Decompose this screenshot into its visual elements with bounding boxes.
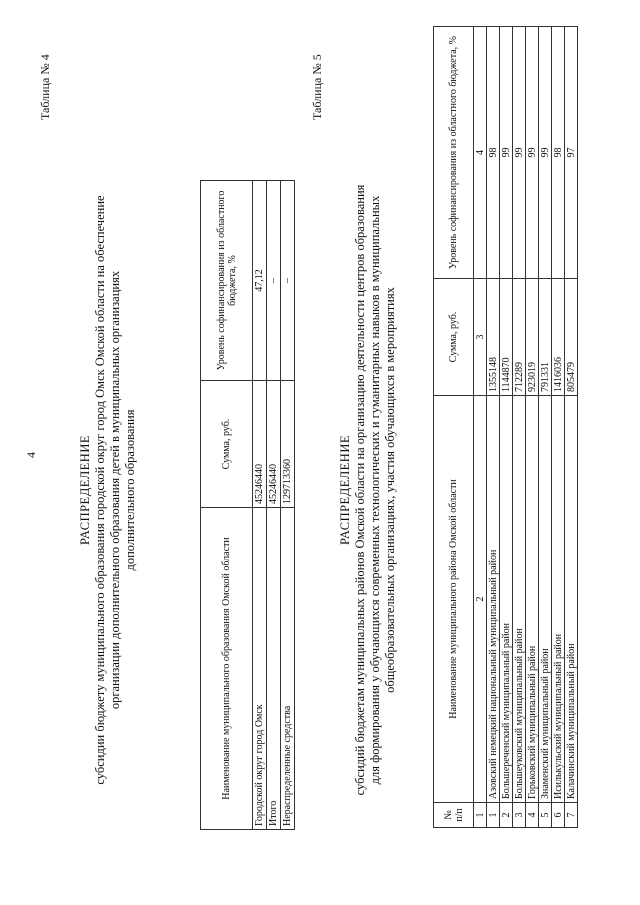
table4-subtitle-line-2: организации дополнительного образования детей в муниципальных организациях: [108, 270, 122, 710]
table4-subtitle-line-3: дополнительного образования: [123, 409, 137, 571]
table5-cell-num: 6: [552, 803, 565, 828]
table5-header-num: № п/п: [434, 803, 474, 828]
table5-header-level: Уровень софинансирования из областного бюджета, %: [434, 27, 474, 279]
table-row: [526, 27, 539, 828]
table-row: [253, 181, 267, 830]
table5-cell-sum: 1144870: [500, 279, 513, 396]
table5-colnum-4: 4: [474, 27, 487, 279]
table-row: [539, 27, 552, 828]
table5-cell-sum: 1355148: [487, 279, 500, 396]
table4-cell-name: Городской округ город Омск: [253, 508, 267, 830]
table-row: [487, 27, 500, 828]
table5-heading: [338, 180, 398, 800]
page-number: 4: [24, 452, 38, 458]
table5-cell-num: 7: [565, 803, 578, 828]
table5-cell-name: Большереченский муниципальный район: [500, 396, 513, 803]
table4-title: РАСПРЕДЕЛЕНИЕ: [78, 435, 92, 546]
table5-cell-name: Горьковский муниципальный район: [526, 396, 539, 803]
table5-subtitle-line-3: общеобразовательных организациях, участия обучающихся в мероприятиях: [383, 287, 397, 693]
table5-colnum-2: 2: [474, 396, 487, 803]
table4-cell-sum: 45246440: [267, 381, 281, 508]
table5-cell-level: 99: [500, 27, 513, 279]
table4-label: Таблица № 4: [38, 54, 52, 120]
table4-cell-sum: 45246440: [253, 381, 267, 508]
table5-cell-level: 98: [552, 27, 565, 279]
table5-cell-sum: 791331: [539, 279, 552, 396]
table5-cell-name: Большеуковский муниципальный район: [513, 396, 526, 803]
table4-header-name: Наименование муниципального образования Омской области: [201, 508, 253, 830]
table5-cell-level: 99: [513, 27, 526, 279]
table4-heading: [78, 180, 138, 800]
table5-header-sum: Сумма, руб.: [434, 279, 474, 396]
table5-cell-num: 1: [487, 803, 500, 828]
table5-cell-sum: 805479: [565, 279, 578, 396]
table5-cell-num: 4: [526, 803, 539, 828]
table5-cell-sum: 1416036: [552, 279, 565, 396]
table4-cell-name: Итого: [267, 508, 281, 830]
table5-subtitle-line-1: субсидий бюджетам муниципальных районов Омской области на организацию деятельности центров образования: [353, 184, 367, 796]
table4-cell-level: –: [281, 181, 295, 381]
table5-cell-name: Азовский немецкий национальный муниципальный район: [487, 396, 500, 803]
table5-cell-level: 97: [565, 27, 578, 279]
table4-cell-level: –: [267, 181, 281, 381]
rotated-content: [20, 30, 620, 880]
table4-header-sum: Сумма, руб.: [201, 381, 253, 508]
table5-colnum-3: 3: [474, 279, 487, 396]
table4-subtitle-line-1: субсидии бюджету муниципального образования городской округ город Омск Омской области на обеспечение: [93, 195, 107, 785]
table-row: [565, 27, 578, 828]
table5-title: РАСПРЕДЕЛЕНИЕ: [338, 435, 352, 546]
table4-header-level: Уровень софинансирования из областного бюджета, %: [201, 181, 253, 381]
table-row: [281, 181, 295, 830]
table4-cell-name: Нераспределенные средства: [281, 508, 295, 830]
table5-cell-sum: 712289: [513, 279, 526, 396]
table5-cell-name: Калачинский муниципальный район: [565, 396, 578, 803]
table5-cell-num: 3: [513, 803, 526, 828]
table5-cell-level: 98: [487, 27, 500, 279]
table5-header-name: Наименование муниципального района Омской области: [434, 396, 474, 803]
table5-cell-name: Исилькульский муниципальный район: [552, 396, 565, 803]
table-row: [267, 181, 281, 830]
table4-cell-sum: 129713360: [281, 381, 295, 508]
table5-subtitle-line-2: для формирования у обучающихся современных технологических и гуманитарных навыков в муниципальных: [368, 195, 382, 785]
table5-cell-name: Знаменский муниципальный район: [539, 396, 552, 803]
table5-cell-num: 5: [539, 803, 552, 828]
table5-cell-level: 99: [526, 27, 539, 279]
table-row: [513, 27, 526, 828]
table-row: [552, 27, 565, 828]
table5-colnum-1: 1: [474, 803, 487, 828]
table5-header-row: [434, 27, 474, 828]
table-row: [500, 27, 513, 828]
table5: [433, 26, 578, 828]
table4: [200, 180, 295, 830]
table5-label: Таблица № 5: [310, 54, 324, 120]
table4-header-row: [201, 181, 253, 830]
table5-cell-num: 2: [500, 803, 513, 828]
table5-cell-level: 99: [539, 27, 552, 279]
table5-cell-sum: 923019: [526, 279, 539, 396]
table4-cell-level: 47,12: [253, 181, 267, 381]
table5-column-numbers-row: [474, 27, 487, 828]
